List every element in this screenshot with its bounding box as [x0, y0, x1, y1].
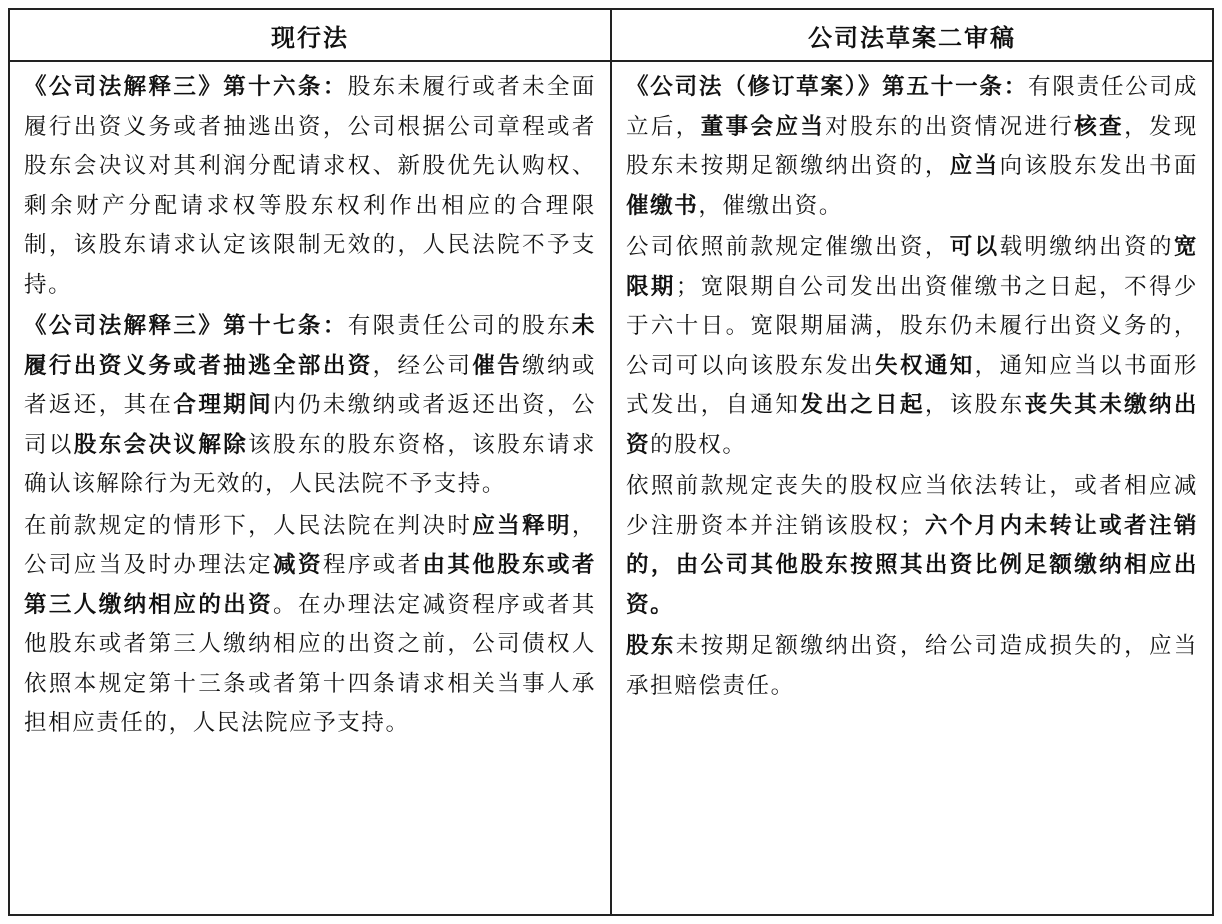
- article-17-paragraph: [24, 307, 596, 505]
- text-span: 该股东的股东资格，该股东请求确认该解除行为无效的，人民法院不予支持。: [24, 431, 596, 497]
- bold-span: 六个月内未转让或者注销的，由公司其他股东按照其出资比例足额缴纳相应出资。: [626, 512, 1198, 618]
- bold-span: 可以: [949, 234, 1000, 260]
- bold-span: 应当: [775, 113, 826, 140]
- text-span: ，催缴出资。: [698, 192, 843, 219]
- forfeited-equity-paragraph: [626, 467, 1198, 625]
- bold-span: 减资: [273, 552, 323, 578]
- text-span: 在前款规定的情形下，人民法院在判决时: [24, 512, 473, 539]
- article-16-title: 《公司法解释三》第十六条：: [24, 74, 348, 100]
- text-span: 对股东的出资情况进行: [825, 113, 1075, 140]
- text-span: 向该股东发出书面: [999, 153, 1198, 179]
- bold-span: 发出之日起: [800, 392, 925, 418]
- text-span: 的股权。: [650, 431, 747, 458]
- table-body-row: [10, 62, 1212, 914]
- text-span: 缴纳或者返还，其在: [24, 352, 597, 418]
- bold-span: 催缴书: [626, 192, 699, 219]
- text-span: ，该股东: [924, 392, 1025, 418]
- text-span: 内仍未缴纳或者返还出资，公司以: [24, 392, 596, 458]
- table-header-row: [10, 10, 1212, 62]
- bold-span: 应当释明: [472, 512, 572, 539]
- text-span: 。在办理法定减资程序或者其他股东或者第三人缴纳相应的出资之前，公司债权人依照本规定第十三条或者第十四条请求相关当事人承担相应责任的，人民法院应予支持。: [24, 591, 596, 736]
- bold-span: 催告: [472, 352, 523, 379]
- text-span: ；宽限期自公司发出出资催缴书之日起，不得少于六十日。宽限期届满，股东仍未履行出资义务的，公司可以向该股东发出: [626, 273, 1198, 379]
- text-span: ，通知应当以书面形式发出，自通知: [626, 352, 1198, 418]
- bold-span: 丧失其未缴纳出资: [626, 392, 1199, 458]
- bold-span: 合理期间: [173, 392, 274, 418]
- header-current-law: 现行法: [271, 22, 349, 52]
- article-17-title: 《公司法解释三》第十七条：: [24, 313, 348, 339]
- article-16-paragraph: [24, 68, 596, 305]
- text-span: 有限责任公司成立后，: [626, 74, 1198, 140]
- text-span: 公司依照前款规定催缴出资，: [626, 234, 950, 260]
- liability-paragraph: [626, 627, 1198, 706]
- bold-span: 宽限期: [626, 234, 1198, 300]
- bold-span: 董事会: [700, 113, 776, 140]
- draft-law-column: [610, 62, 1212, 914]
- bold-span: 未履行出资义务或者抽逃全部出资: [24, 313, 596, 379]
- bold-span: 核查: [1074, 113, 1125, 140]
- bold-span: 股东会决议解除: [73, 431, 249, 458]
- text-span: 未按期足额缴纳出资，给公司造成损失的，应当承担赔偿责任。: [626, 633, 1198, 699]
- text-span: ，公司应当及时办理法定: [24, 512, 596, 578]
- text-span: 载明缴纳出资的: [999, 234, 1174, 260]
- text-span: 程序或者: [322, 552, 423, 578]
- text-span: 有限责任公司的股东: [347, 313, 572, 339]
- grace-period-paragraph: [626, 228, 1198, 465]
- text-span: ，经公司: [372, 352, 473, 379]
- text-span: ，发现股东未按期足额缴纳出资的，: [626, 113, 1198, 179]
- bold-span: 股东: [626, 633, 676, 659]
- law-comparison-table: [8, 8, 1214, 916]
- bold-span: 由其他股东或者第三人缴纳相应的出资: [24, 552, 597, 618]
- header-draft-second-review: 公司法草案二审稿: [610, 10, 1212, 60]
- text-span: 依照前款规定丧失的股权应当依法转让，或者相应减少注册资本并注销该股权；: [626, 473, 1198, 539]
- text-span: 股东未履行或者未全面履行出资义务或者抽逃出资，公司根据公司章程或者股东会决议对其利润分配请求权、新股优先认购权、剩余财产分配请求权等股东权利作出相应的合理限制，该股东请求认定该限制无效的，人民法院不予支持。: [24, 74, 596, 298]
- bold-span: 失权通知: [875, 352, 975, 379]
- article-51-title: 《公司法（修订草案）》第五十一条：: [626, 74, 1029, 100]
- current-law-column: [10, 62, 610, 914]
- article-17-second-paragraph: [24, 507, 596, 744]
- article-51-paragraph: [626, 68, 1198, 226]
- bold-span: 应当: [949, 153, 1000, 179]
